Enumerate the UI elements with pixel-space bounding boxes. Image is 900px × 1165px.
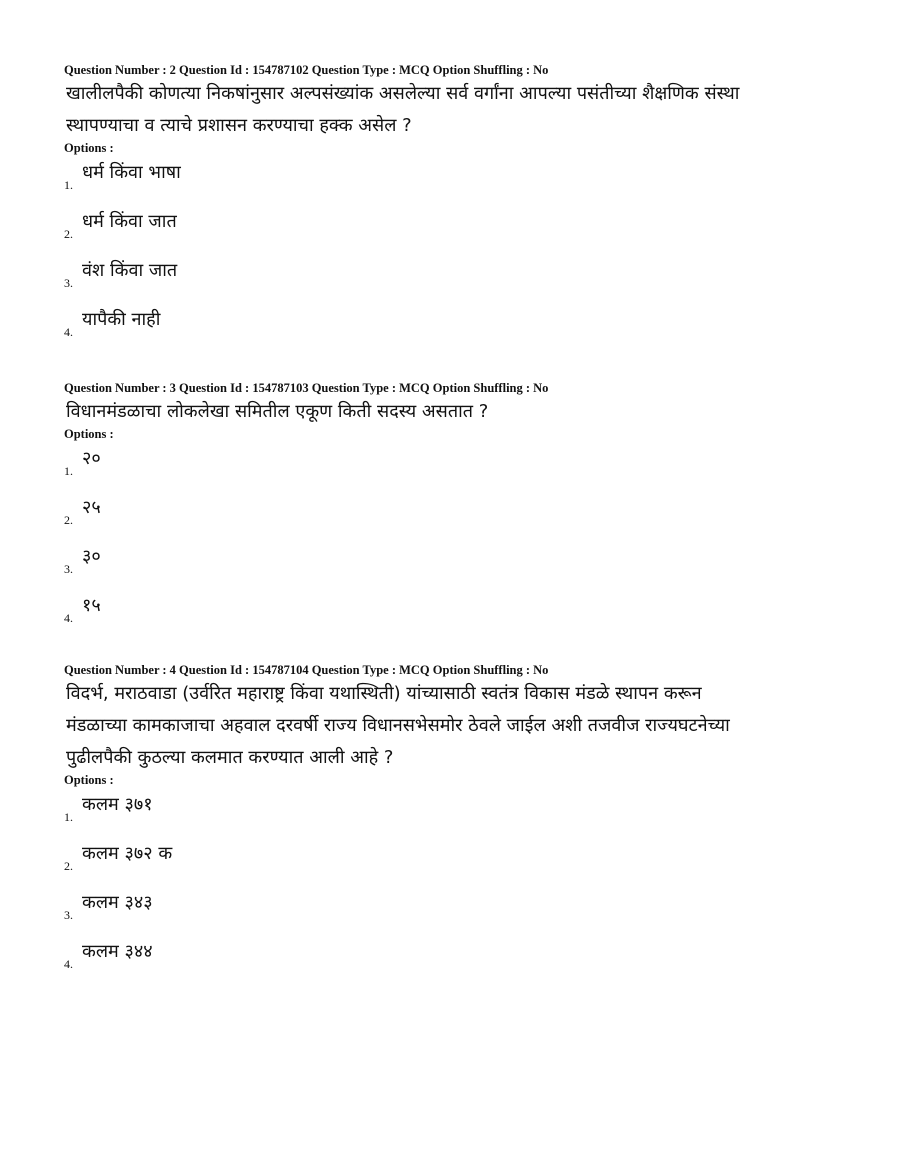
option-2 bbox=[64, 205, 844, 254]
option-3 bbox=[64, 540, 844, 589]
question-block-4 bbox=[64, 662, 844, 984]
option-number: 3. bbox=[64, 562, 73, 576]
option-4 bbox=[64, 935, 844, 984]
option-number: 1. bbox=[64, 464, 73, 478]
question-meta: Question Number : 2 Question Id : 154787102 Question Type : MCQ Option Shuffling : No bbox=[64, 63, 549, 77]
option-2 bbox=[64, 491, 844, 540]
options-label: Options : bbox=[64, 773, 114, 787]
question-text-line: मंडळाच्या कामकाजाचा अहवाल दरवर्षी राज्य विधानसभेसमोर ठेवले जाईल अशी तजवीज राज्यघटनेच्या bbox=[66, 715, 730, 736]
option-1 bbox=[64, 156, 844, 205]
options-label: Options : bbox=[64, 141, 114, 155]
option-text: धर्म किंवा जात bbox=[82, 211, 177, 232]
question-text bbox=[66, 678, 844, 774]
option-text: १५ bbox=[82, 595, 101, 616]
option-text: यापैकी नाही bbox=[82, 309, 161, 330]
option-number: 1. bbox=[64, 178, 73, 192]
question-text bbox=[66, 396, 844, 428]
option-number: 4. bbox=[64, 325, 73, 339]
option-number: 4. bbox=[64, 957, 73, 971]
option-number: 3. bbox=[64, 276, 73, 290]
question-meta: Question Number : 4 Question Id : 154787104 Question Type : MCQ Option Shuffling : No bbox=[64, 663, 549, 677]
option-number: 3. bbox=[64, 908, 73, 922]
question-block-2 bbox=[64, 62, 844, 352]
option-number: 2. bbox=[64, 513, 73, 527]
option-4 bbox=[64, 589, 844, 638]
option-text: २५ bbox=[82, 497, 101, 518]
option-text: कलम ३७१ bbox=[82, 794, 153, 815]
option-text: धर्म किंवा भाषा bbox=[82, 162, 181, 183]
option-number: 2. bbox=[64, 227, 73, 241]
question-text-line: विधानमंडळाचा लोकलेखा समितील एकूण किती सदस्य असतात ? bbox=[66, 401, 489, 422]
options-label: Options : bbox=[64, 427, 114, 441]
option-text: कलम ३४४ bbox=[82, 941, 153, 962]
option-number: 4. bbox=[64, 611, 73, 625]
option-number: 1. bbox=[64, 810, 73, 824]
option-text: वंश किंवा जात bbox=[82, 260, 178, 281]
question-text-line: पुढीलपैकी कुठल्या कलमात करण्यात आली आहे ? bbox=[66, 747, 394, 768]
question-text-line: खालीलपैकी कोणत्या निकषांनुसार अल्पसंख्यांक असलेल्या सर्व वर्गांना आपल्या पसंतीच्या शैक्षणिक संस्था bbox=[66, 83, 740, 104]
option-3 bbox=[64, 254, 844, 303]
option-1 bbox=[64, 788, 844, 837]
option-text: ३० bbox=[82, 546, 101, 567]
question-text-line: विदर्भ, मराठवाडा (उर्वरित महाराष्ट्र किंवा यथास्थिती) यांच्यासाठी स्वतंत्र विकास मंडळे स्थापन करून bbox=[66, 683, 702, 704]
question-meta: Question Number : 3 Question Id : 154787103 Question Type : MCQ Option Shuffling : No bbox=[64, 381, 549, 395]
question-text bbox=[66, 78, 844, 142]
option-2 bbox=[64, 837, 844, 886]
option-number: 2. bbox=[64, 859, 73, 873]
option-1 bbox=[64, 442, 844, 491]
option-text: कलम ३७२ क bbox=[82, 843, 173, 864]
option-4 bbox=[64, 303, 844, 352]
option-3 bbox=[64, 886, 844, 935]
option-text: २० bbox=[82, 448, 101, 469]
question-block-3 bbox=[64, 380, 844, 638]
option-text: कलम ३४३ bbox=[82, 892, 153, 913]
question-text-line: स्थापण्याचा व त्याचे प्रशासन करण्याचा हक्क असेल ? bbox=[66, 115, 412, 136]
